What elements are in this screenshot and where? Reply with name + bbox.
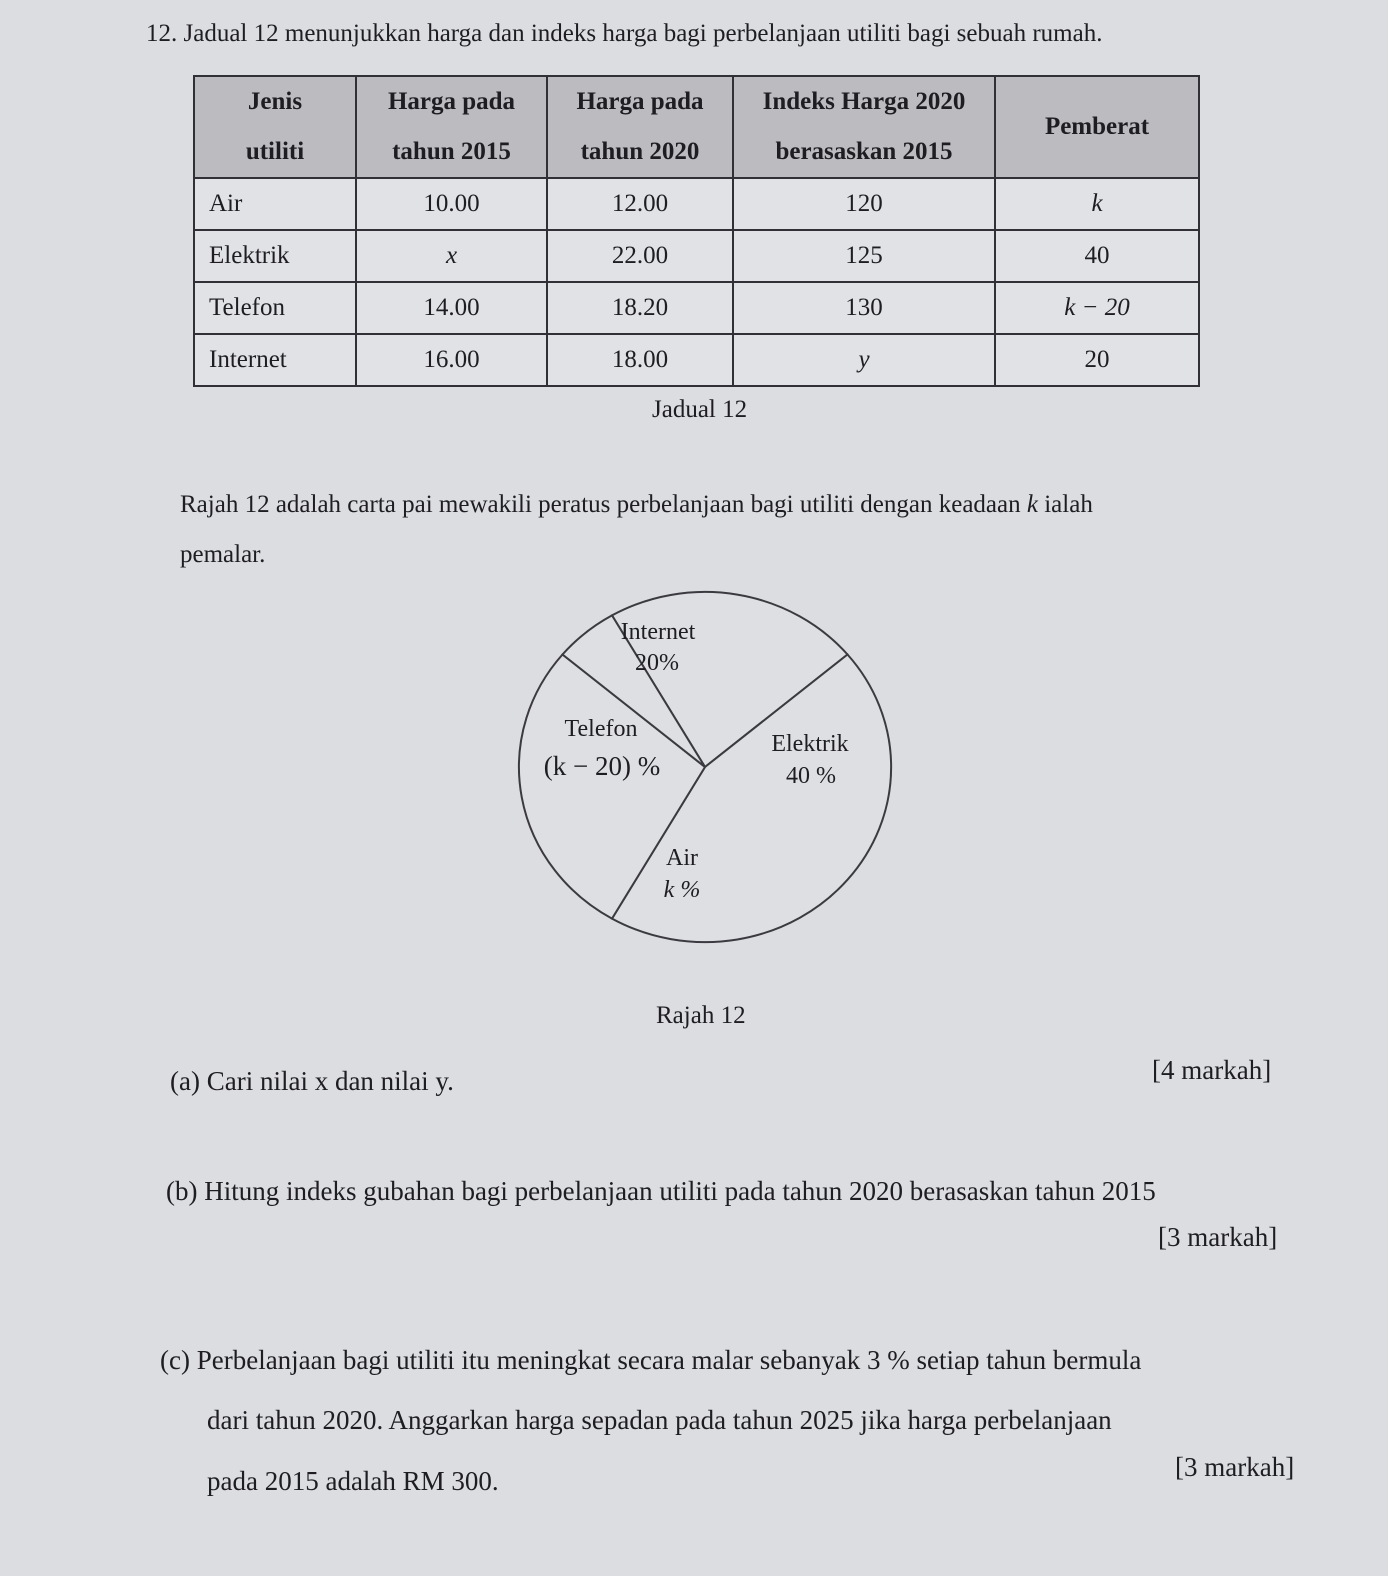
index-cell: 120 — [733, 178, 995, 230]
pie-description — [180, 480, 1093, 580]
part-b — [166, 1176, 1156, 1207]
price-2015-cell: 16.00 — [356, 334, 547, 386]
utility-price-table — [193, 75, 1200, 387]
pie-label-air: Air — [666, 845, 698, 871]
price-2020-cell: 18.20 — [547, 282, 733, 334]
table-caption: Jadual 12 — [652, 396, 748, 423]
pie-value-air: k % — [663, 877, 701, 903]
table-row — [194, 178, 1199, 230]
weight-cell: k — [995, 178, 1199, 230]
header-indeks-harga: Indeks Harga 2020 berasaskan 2015 — [733, 76, 995, 178]
part-a-text: Cari nilai x dan nilai y. — [206, 1066, 454, 1096]
utility-cell: Internet — [194, 334, 356, 386]
pie-description-text: Rajah 12 adalah carta pai mewakili peratus perbelanjaan bagi utiliti dengan keadaan — [180, 491, 1021, 518]
utility-cell: Elektrik — [194, 230, 356, 282]
pie-label-telefon: Telefon — [564, 716, 638, 742]
table-row — [194, 334, 1199, 386]
pie-description-k: k — [1026, 491, 1038, 518]
question-title — [146, 20, 1102, 48]
utility-pie-chart — [500, 585, 910, 960]
part-a-marks: [4 markah] — [1152, 1055, 1272, 1085]
price-2020-cell: 12.00 — [547, 178, 733, 230]
header-harga-2015: Harga pada tahun 2015 — [356, 76, 547, 178]
table-row — [194, 282, 1199, 334]
part-b-text: Hitung indeks gubahan bagi perbelanjaan utiliti pada tahun 2020 berasaskan tahun 2015 — [204, 1176, 1156, 1206]
utility-cell: Air — [194, 178, 356, 230]
price-2020-cell: 22.00 — [547, 230, 733, 282]
part-b-marks: [3 markah] — [1158, 1222, 1278, 1252]
price-2020-cell: 18.00 — [547, 334, 733, 386]
pie-label-elektrik: Elektrik — [771, 731, 849, 757]
utility-cell: Telefon — [194, 282, 356, 334]
part-c-line1: Perbelanjaan bagi utiliti itu meningkat secara malar sebanyak 3 % setiap tahun bermula — [196, 1345, 1142, 1375]
part-c-marks: [3 markah] — [1175, 1452, 1295, 1482]
price-2015-cell: x — [356, 230, 547, 282]
table-header-row — [194, 76, 1199, 178]
index-cell: 125 — [733, 230, 995, 282]
pie-description-line2: pemalar. — [180, 541, 266, 568]
part-c-line2: dari tahun 2020. Anggarkan harga sepadan pada tahun 2025 jika harga perbelanjaan — [207, 1405, 1112, 1435]
index-cell: 130 — [733, 282, 995, 334]
pie-value-internet: 20% — [635, 650, 679, 676]
weight-cell: 20 — [995, 334, 1199, 386]
price-2015-cell: 10.00 — [356, 178, 547, 230]
chart-caption: Rajah 12 — [656, 1002, 746, 1029]
table-row — [194, 230, 1199, 282]
pie-value-elektrik: 40 % — [786, 763, 836, 789]
part-c-label: (c) — [160, 1345, 190, 1375]
weight-cell: 40 — [995, 230, 1199, 282]
pie-label-internet: Internet — [620, 619, 696, 645]
part-b-label: (b) — [166, 1176, 198, 1206]
part-c-line3: pada 2015 adalah RM 300. — [207, 1466, 499, 1496]
header-jenis-utiliti: Jenis utiliti — [194, 76, 356, 178]
part-a — [170, 1066, 454, 1097]
question-intro: Jadual 12 menunjukkan harga dan indeks harga bagi perbelanjaan utiliti bagi sebuah rumah. — [183, 20, 1103, 47]
price-2015-cell: 14.00 — [356, 282, 547, 334]
pie-value-telefon: (k − 20) % — [543, 751, 661, 781]
part-c — [160, 1345, 1141, 1376]
question-number: 12. — [146, 20, 178, 47]
header-harga-2020: Harga pada tahun 2020 — [547, 76, 733, 178]
header-pemberat: Pemberat — [995, 76, 1199, 178]
weight-cell: k − 20 — [995, 282, 1199, 334]
part-a-label: (a) — [170, 1066, 200, 1096]
pie-description-ialah: ialah — [1044, 491, 1093, 518]
index-cell: y — [733, 334, 995, 386]
